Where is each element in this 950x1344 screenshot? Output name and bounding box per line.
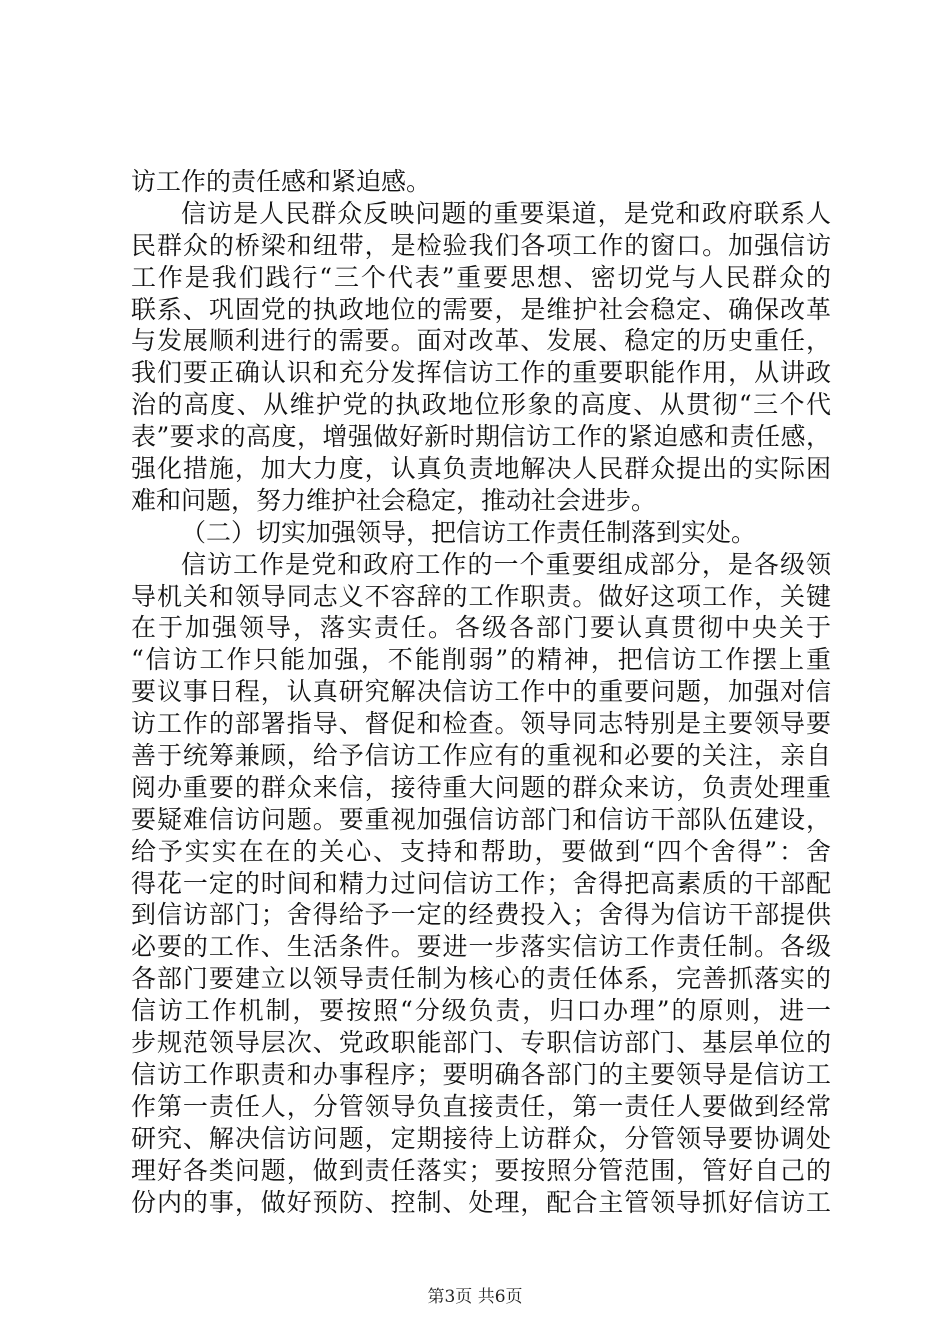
text-line: 治的高度、从维护党的执政地位形象的高度、从贯彻“三个代	[131, 390, 831, 420]
text-line: （二）切实加强领导，把信访工作责任制落到实处。	[181, 517, 757, 547]
text-line: 强化措施，加大力度，认真负责地解决人民群众提出的实际困	[131, 454, 831, 484]
text-line: 难和问题，努力维护社会稳定，推动社会进步。	[131, 485, 657, 515]
text-line: 善于统筹兼顾，给予信访工作应有的重视和必要的关注，亲自	[131, 741, 831, 771]
text-line: 信访工作机制，要按照“分级负责，归口办理”的原则，进一	[131, 996, 831, 1026]
text-line: 到信访部门；舍得给予一定的经费投入；舍得为信访干部提供	[131, 900, 831, 930]
text-line: 访工作的责任感和紧迫感。	[131, 167, 432, 196]
text-line: 得花一定的时间和精力过问信访工作；舍得把高素质的干部配	[131, 868, 831, 898]
text-line: 研究、解决信访问题，定期接待上访群众，分管领导要协调处	[131, 1123, 831, 1153]
text-line: 信访是人民群众反映问题的重要渠道，是党和政府联系人	[181, 198, 831, 228]
text-line: 要议事日程，认真研究解决信访工作中的重要问题，加强对信	[131, 677, 831, 707]
text-line: 联系、巩固党的执政地位的需要，是维护社会稳定、确保改革	[131, 294, 831, 324]
text-line: 要疑难信访问题。要重视加强信访部门和信访干部队伍建设，	[131, 804, 831, 834]
text-line: 阅办重要的群众来信，接待重大问题的群众来访，负责处理重	[131, 772, 831, 802]
text-line: 工作是我们践行“三个代表”重要思想、密切党与人民群众的	[131, 262, 831, 292]
text-line: 步规范领导层次、党政职能部门、专职信访部门、基层单位的	[131, 1028, 831, 1058]
text-line: 导机关和领导同志义不容辞的工作职责。做好这项工作，关键	[131, 581, 831, 611]
text-line: 表”要求的高度，增强做好新时期信访工作的紧迫感和责任感，	[131, 422, 831, 452]
text-line: 必要的工作、生活条件。要进一步落实信访工作责任制。各级	[131, 932, 831, 962]
text-line: 给予实实在在的关心、支持和帮助，要做到“四个舍得”：舍	[131, 836, 831, 866]
text-line: 各部门要建立以领导责任制为核心的责任体系，完善抓落实的	[131, 964, 831, 994]
text-line: 我们要正确认识和充分发挥信访工作的重要职能作用，从讲政	[131, 358, 831, 388]
body-text	[131, 166, 831, 1218]
page-number: 第3页 共6页	[427, 1287, 523, 1307]
text-line: 在于加强领导，落实责任。各级各部门要认真贯彻中央关于	[131, 613, 831, 643]
text-line: 作第一责任人，分管领导负直接责任，第一责任人要做到经常	[131, 1091, 831, 1121]
text-line: 民群众的桥梁和纽带，是检验我们各项工作的窗口。加强信访	[131, 230, 831, 260]
text-line: 理好各类问题，做到责任落实；要按照分管范围，管好自己的	[131, 1155, 831, 1185]
text-line: “信访工作只能加强，不能削弱”的精神，把信访工作摆上重	[131, 645, 831, 675]
text-line: 访工作的部署指导、督促和检查。领导同志特别是主要领导要	[131, 709, 831, 739]
text-line: 信访工作是党和政府工作的一个重要组成部分，是各级领	[181, 549, 831, 579]
text-line: 份内的事，做好预防、控制、处理，配合主管领导抓好信访工	[131, 1187, 831, 1217]
text-line: 信访工作职责和办事程序；要明确各部门的主要领导是信访工	[131, 1059, 831, 1089]
text-line: 与发展顺利进行的需要。面对改革、发展、稳定的历史重任，	[131, 326, 831, 356]
